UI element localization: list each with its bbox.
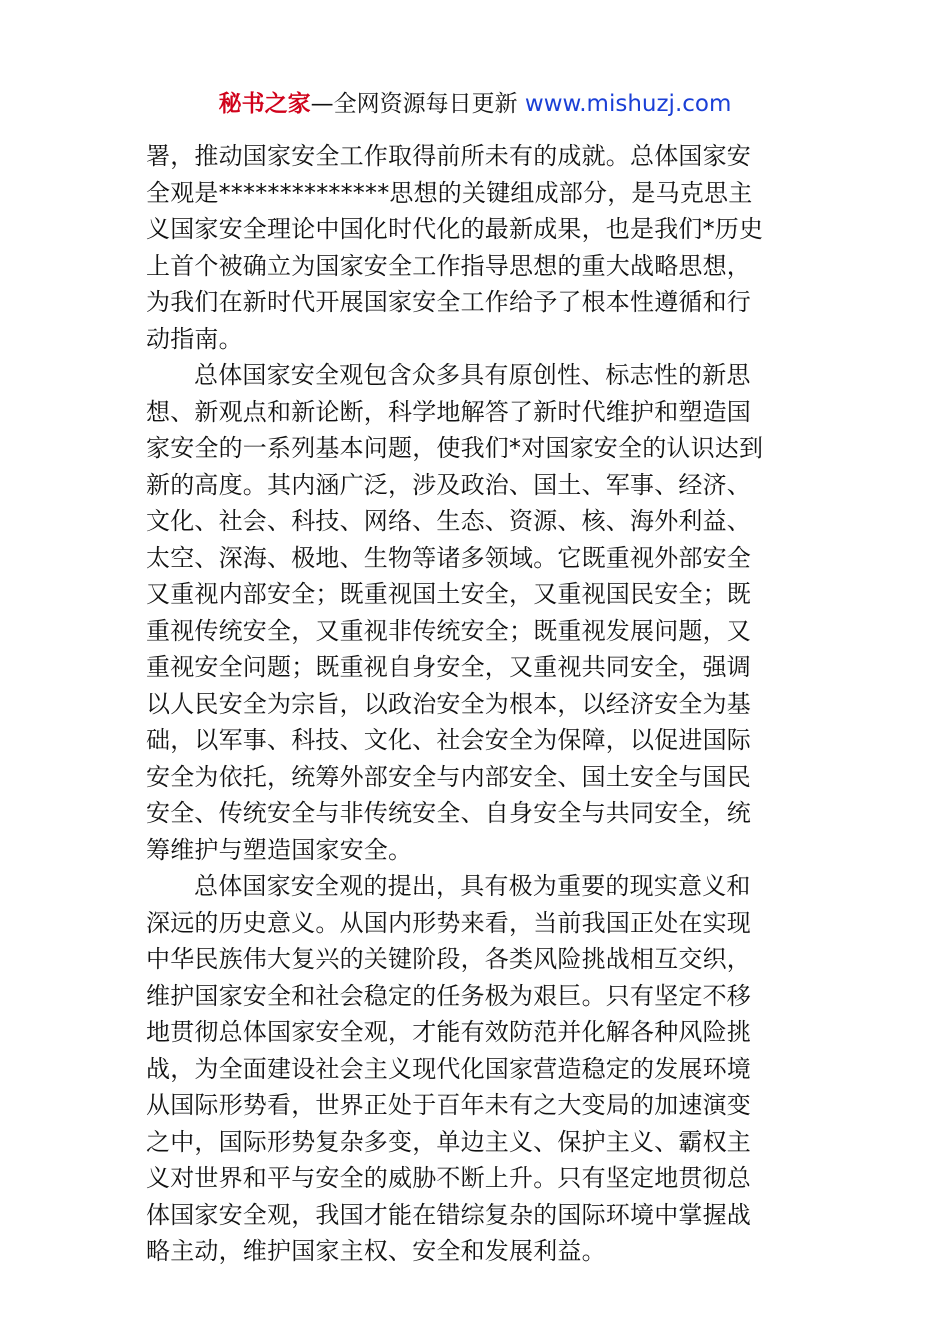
text-line: 义对世界和平与安全的威胁不断上升。只有坚定地贯彻总 — [146, 1164, 751, 1192]
paragraph-first-line: 总体国家安全观的提出，具有极为重要的现实意义和 — [194, 872, 751, 900]
text-line: 新的高度。其内涵广泛，涉及政治、国土、军事、经济、 — [146, 470, 751, 499]
text-line: 安全、传统安全与非传统安全、自身安全与共同安全，统 — [146, 799, 751, 827]
text-line: 动指南。 — [146, 324, 243, 353]
text-line: 家安全的一系列基本问题，使我们*对国家安全的认识达到 — [146, 434, 764, 462]
text-line: 义国家安全理论中国化时代化的最新成果，也是我们*历史 — [146, 215, 764, 243]
text-line: 从国际形势看，世界正处于百年未有之大变局的加速演变 — [146, 1091, 751, 1119]
text-line: 深远的历史意义。从国内形势来看，当前我国正处在实现 — [146, 908, 751, 937]
text-line: 地贯彻总体国家安全观，才能有效防范并化解各种风险挑 — [146, 1018, 751, 1046]
text-line: 文化、社会、科技、网络、生态、资源、核、海外利益、 — [146, 507, 751, 535]
site-url-link[interactable]: www.mishuzj.com — [524, 91, 732, 117]
text-line: 战，为全面建设社会主义现代化国家营造稳定的发展环境 — [146, 1054, 751, 1083]
text-line: 上首个被确立为国家安全工作指导思想的重大战略思想， — [146, 251, 751, 280]
header-tagline: —全网资源每日更新 — [310, 91, 525, 117]
text-line: 为我们在新时代开展国家安全工作给予了根本性遵循和行 — [146, 288, 751, 316]
text-line: 重视安全问题；既重视自身安全，又重视共同安全，强调 — [146, 653, 751, 681]
text-line: 署，推动国家安全工作取得前所未有的成就。总体国家安 — [146, 142, 751, 170]
text-line: 略主动，维护国家主权、安全和发展利益。 — [146, 1237, 606, 1265]
text-line: 又重视内部安全；既重视国土安全，又重视国民安全；既 — [146, 580, 751, 608]
document-body — [146, 138, 811, 1270]
text-line: 想、新观点和新论断，科学地解答了新时代维护和塑造国 — [146, 397, 751, 426]
paragraph-first-line: 总体国家安全观包含众多具有原创性、标志性的新思 — [194, 361, 751, 389]
text-line: 础，以军事、科技、文化、社会安全为保障，以促进国际 — [146, 726, 751, 754]
text-line: 重视传统安全，又重视非传统安全；既重视发展问题，又 — [146, 616, 751, 645]
text-line: 中华民族伟大复兴的关键阶段，各类风险挑战相互交织， — [146, 945, 751, 973]
text-line: 之中，国际形势复杂多变，单边主义、保护主义、霸权主 — [146, 1127, 751, 1156]
page-header — [0, 86, 950, 122]
text-line: 安全为依托，统筹外部安全与内部安全、国土安全与国民 — [146, 762, 751, 791]
text-line: 筹维护与塑造国家安全。 — [146, 835, 413, 864]
brand-name: 秘书之家 — [218, 91, 311, 117]
text-line: 以人民安全为宗旨，以政治安全为根本，以经济安全为基 — [146, 689, 751, 718]
text-line: 太空、深海、极地、生物等诸多领域。它既重视外部安全 — [146, 543, 751, 572]
text-line: 维护国家安全和社会稳定的任务极为艰巨。只有坚定不移 — [146, 981, 751, 1010]
text-line: 全观是**************思想的关键组成部分，是马克思主 — [146, 178, 753, 207]
text-line: 体国家安全观，我国才能在错综复杂的国际环境中掌握战 — [146, 1200, 751, 1229]
